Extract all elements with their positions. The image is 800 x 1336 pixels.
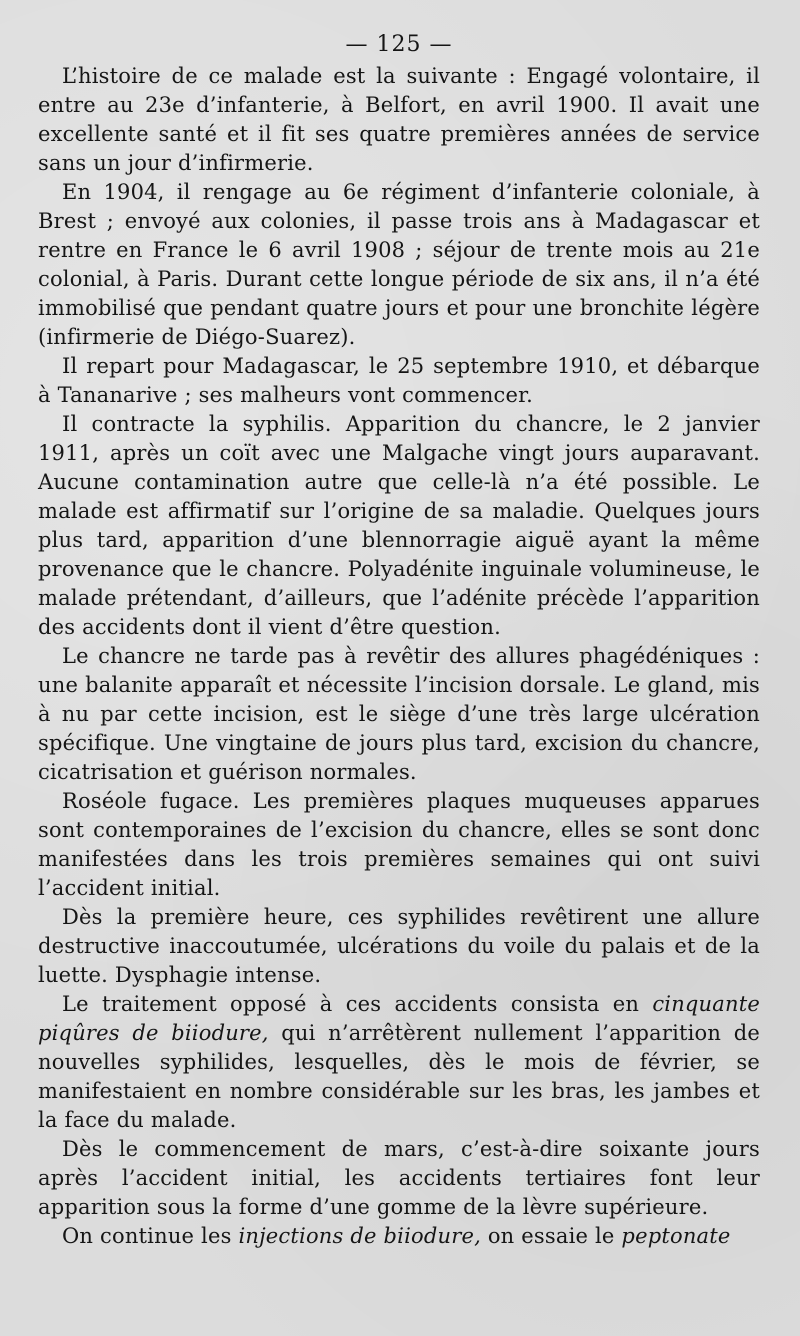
paragraph-10-text-middle: on essaie le: [480, 1224, 622, 1248]
paragraph-8-italic: cinquante piqûres de biiodure,: [38, 992, 760, 1045]
paragraph-3: Il repart pour Madagascar, le 25 septembre 1910, et débarque à Tananarive ; ses malheurs vont commencer.: [38, 354, 760, 407]
paragraph-8-text-after: qui n’arrêtèrent nullement l’apparition de nouvelles syphilides, lesquelles, dès le mois de février, se manifestaient en nombre considérable sur les bras, les jambes et la face du malade.: [38, 1021, 760, 1132]
paragraph-8-text-before: Le traitement opposé à ces accidents consista en: [62, 992, 653, 1016]
paragraph-2: En 1904, il rengage au 6e régiment d’infanterie coloniale, à Brest ; envoyé aux colonies, il passe trois ans à Madagascar et rentre en France le 6 avril 1908 ; séjour de trente mois au 21e colonial, à Paris. Durant cette longue période de six ans, il n’a été immobilisé que pendant quatre jours et pour une bronchite légère (infirmerie de Diégo-Suarez).: [38, 180, 760, 349]
paragraph-10-italic-2: peptonate: [621, 1224, 731, 1248]
paragraph-10-italic: injections de biiodure,: [238, 1224, 481, 1248]
paragraph-4: Il contracte la syphilis. Apparition du chancre, le 2 janvier 1911, après un coït avec une Malgache vingt jours auparavant. Aucune contamination autre que celle-là n’a été possible. Le malade est affirmatif sur l’origine de sa maladie. Quelques jours plus tard, apparition d’une blennorragie aiguë ayant la même provenance que le chancre. Polyadénite inguinale volumineuse, le malade prétendant, d’ailleurs, que l’adénite précède l’apparition des accidents dont il vient d’être question.: [38, 412, 760, 639]
paragraph-9: Dès le commencement de mars, c’est-à-dire soixante jours après l’accident initial, les accidents tertiaires font leur apparition sous la forme d’une gomme de la lèvre supérieure.: [38, 1137, 760, 1219]
paragraph-8: [38, 990, 760, 1135]
page-number: — 125 —: [345, 32, 453, 57]
paragraph-7: Dès la première heure, ces syphilides revêtirent une allure destructive inaccoutumée, ulcérations du voile du palais et de la luette. Dysphagie intense.: [38, 905, 760, 987]
paragraph-5: Le chancre ne tarde pas à revêtir des allures phagédéniques : une balanite apparaît et nécessite l’incision dorsale. Le gland, mis à nu par cette incision, est le siège d’une très large ulcération spécifique. Une vingtaine de jours plus tard, excision du chancre, cicatrisation et guérison normales.: [38, 644, 760, 784]
paragraph-6: Roséole fugace. Les premières plaques muqueuses apparues sont contemporaines de l’excision du chancre, elles se sont donc manifestées dans les trois premières semaines qui ont suivi l’accident initial.: [38, 789, 760, 900]
paragraph-10: [38, 1222, 760, 1251]
paragraph-10-text-before: On continue les: [62, 1224, 239, 1248]
body-text: [38, 62, 760, 1251]
paragraph-1: L’histoire de ce malade est la suivante : Engagé volontaire, il entre au 23e d’infanterie, à Belfort, en avril 1900. Il avait une excellente santé et il fit ses quatre premières années de service sans un jour d’infirmerie.: [38, 64, 760, 175]
